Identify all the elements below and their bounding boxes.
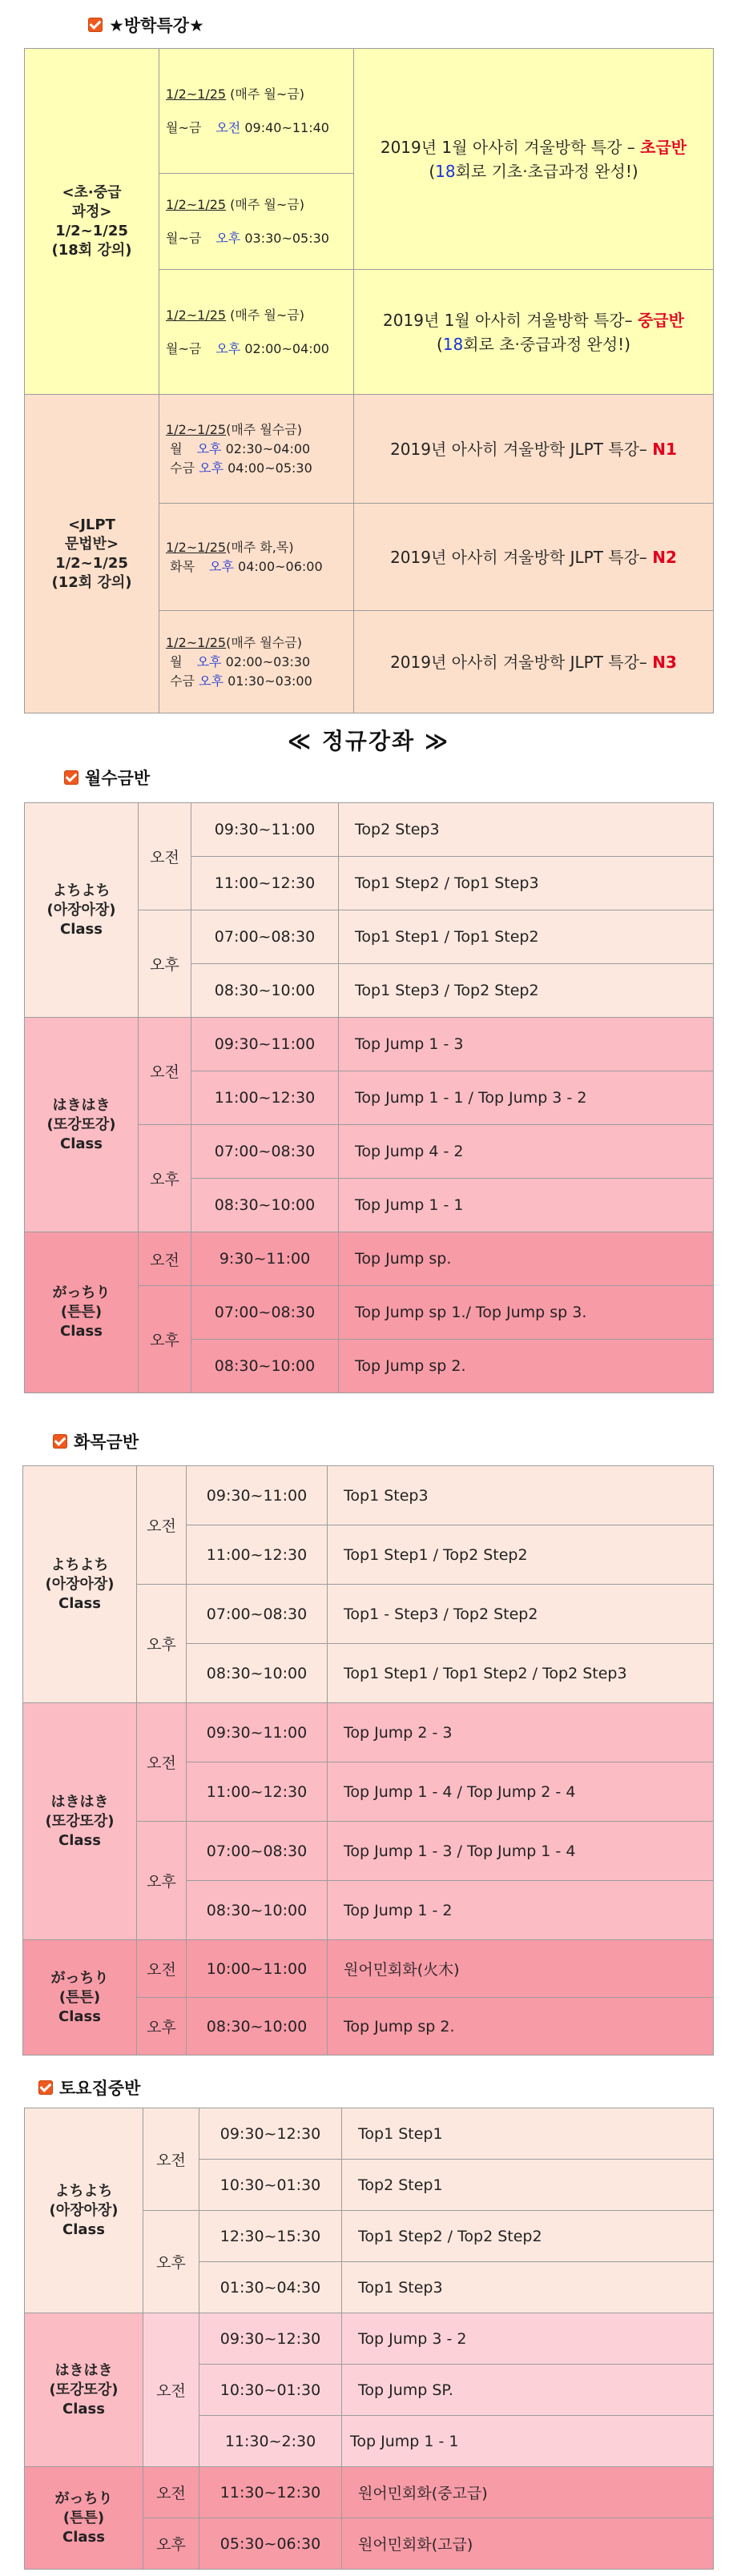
- time-cell: 11:00~12:30: [191, 1071, 339, 1125]
- class-cell: はきはき (또강또강) Class: [25, 1018, 139, 1232]
- course-cell: Top Jump 4 - 2: [339, 1125, 714, 1179]
- sat-heading-text: 토요집중반: [59, 2079, 141, 2098]
- time-cell: 10:30~01:30: [199, 2365, 342, 2416]
- course-cell: Top1 Step3: [328, 1466, 714, 1525]
- class-cell: はきはき (또강또강) Class: [25, 2313, 143, 2467]
- course-cell: Top Jump 1 - 1 / Top Jump 3 - 2: [339, 1071, 714, 1125]
- regular-courses-title: ≪ 정규강좌 ≫: [287, 728, 450, 754]
- course-cell: Top1 Step1 / Top1 Step2: [339, 910, 714, 964]
- time-cell: 08:30~10:00: [191, 1179, 339, 1232]
- course-cell: Top2 Step1: [342, 2160, 714, 2211]
- class-cell: がっちり (튼튼) Class: [25, 2467, 143, 2570]
- mwf-heading: [64, 766, 150, 790]
- course-cell: Top Jump 1 - 1: [342, 2416, 714, 2467]
- special-desc-cell: 2019년 1월 아사히 겨울방학 특강 – 초급반 (18회로 기초·초급과정 완성!): [354, 49, 714, 270]
- session-cell: 1/2~1/25 (매주 월~금) 월~금 오후 02:00~04:00: [159, 270, 354, 395]
- time-cell: 09:30~12:30: [199, 2108, 342, 2160]
- time-cell: 08:30~10:00: [187, 1881, 328, 1940]
- pm-cell: 오후: [139, 1286, 191, 1393]
- time-cell: 07:00~08:30: [191, 1286, 339, 1340]
- course-cell: Top1 Step3 / Top2 Step2: [339, 964, 714, 1018]
- special-desc-cell: 2019년 1월 아사히 겨울방학 특강– 중급반 (18회로 초·중급과정 완성!): [354, 270, 714, 395]
- time-cell: 11:30~2:30: [199, 2416, 342, 2467]
- session-cell: 1/2~1/25(매주 월수금) 월 오후 02:00~03:30 수금 오후 01:30~03:00: [159, 611, 354, 713]
- course-cell: Top Jump sp 2.: [328, 1998, 714, 2056]
- pm-cell: 오후: [139, 1125, 191, 1232]
- tt-heading: [53, 1429, 139, 1453]
- time-cell: 11:30~12:30: [199, 2467, 342, 2518]
- class-cell: よちよち (아장아장) Class: [25, 803, 139, 1018]
- course-cell: Top Jump 1 - 2: [328, 1881, 714, 1940]
- time-cell: 08:30~10:00: [187, 1644, 328, 1703]
- course-cell: 원어민회화(고급): [342, 2518, 714, 2570]
- pm-cell: 오후: [143, 2518, 199, 2570]
- am-cell: 오전: [139, 1018, 191, 1125]
- mwf-heading-text: 월수금반: [85, 769, 151, 788]
- course-cell: Top Jump sp 1./ Top Jump sp 3.: [339, 1286, 714, 1340]
- time-cell: 07:00~08:30: [191, 910, 339, 964]
- special-heading: [88, 13, 204, 37]
- jlpt-desc-cell: 2019년 아사히 겨울방학 JLPT 특강– N1: [354, 395, 714, 504]
- course-cell: Top1 Step3: [342, 2262, 714, 2313]
- course-cell: Top Jump 2 - 3: [328, 1703, 714, 1762]
- time-cell: 09:30~11:00: [187, 1466, 328, 1525]
- course-cell: Top Jump sp 2.: [339, 1340, 714, 1393]
- time-cell: 08:30~10:00: [191, 1340, 339, 1393]
- special-class-cell: <초·중급 과정> 1/2~1/25 (18회 강의): [25, 49, 159, 395]
- session-cell: 1/2~1/25(매주 월수금) 월 오후 02:30~04:00 수금 오후 04:00~05:30: [159, 395, 354, 504]
- session-cell: 1/2~1/25 (매주 월~금) 월~금 오후 03:30~05:30: [159, 174, 354, 270]
- pm-cell: 오후: [143, 2211, 199, 2313]
- tt-heading-text: 화목금반: [74, 1433, 139, 1452]
- tt-table: [22, 1465, 714, 2056]
- checkbox-icon: [88, 18, 103, 32]
- sat-heading: [38, 2076, 140, 2100]
- time-cell: 09:30~11:00: [187, 1703, 328, 1762]
- course-cell: Top Jump 1 - 1: [339, 1179, 714, 1232]
- course-cell: Top Jump 1 - 4 / Top Jump 2 - 4: [328, 1762, 714, 1822]
- course-cell: Top1 Step1 / Top1 Step2 / Top2 Step3: [328, 1644, 714, 1703]
- time-cell: 08:30~10:00: [187, 1998, 328, 2056]
- course-cell: Top1 - Step3 / Top2 Step2: [328, 1585, 714, 1644]
- time-cell: 08:30~10:00: [191, 964, 339, 1018]
- course-cell: 원어민회화(중고급): [342, 2467, 714, 2518]
- time-cell: 09:30~11:00: [191, 1018, 339, 1071]
- special-heading-text: ★방학특강★: [109, 16, 204, 35]
- time-cell: 09:30~11:00: [191, 803, 339, 857]
- am-cell: 오전: [137, 1940, 187, 1998]
- jlpt-desc-cell: 2019년 아사히 겨울방학 JLPT 특강– N2: [354, 504, 714, 611]
- course-cell: Top1 Step1: [342, 2108, 714, 2160]
- pm-cell: 오후: [137, 1998, 187, 2056]
- time-cell: 05:30~06:30: [199, 2518, 342, 2570]
- time-cell: 10:00~11:00: [187, 1940, 328, 1998]
- pm-cell: 오후: [139, 910, 191, 1018]
- time-cell: 07:00~08:30: [191, 1125, 339, 1179]
- course-cell: Top Jump 3 - 2: [342, 2313, 714, 2365]
- course-cell: 원어민회화(火木): [328, 1940, 714, 1998]
- course-cell: Top1 Step1 / Top2 Step2: [328, 1525, 714, 1585]
- class-cell: がっちり (튼튼) Class: [25, 1232, 139, 1393]
- mwf-table: [24, 802, 714, 1393]
- course-cell: Top1 Step2 / Top1 Step3: [339, 857, 714, 910]
- checkbox-icon: [53, 1434, 67, 1449]
- am-cell: 오전: [137, 1466, 187, 1585]
- am-cell: 오전: [143, 2313, 199, 2467]
- time-cell: 09:30~12:30: [199, 2313, 342, 2365]
- am-cell: 오전: [143, 2108, 199, 2211]
- am-cell: 오전: [139, 1232, 191, 1286]
- jlpt-class-cell: <JLPT 문법반> 1/2~1/25 (12회 강의): [25, 395, 159, 713]
- jlpt-desc-cell: 2019년 아사히 겨울방학 JLPT 특강– N3: [354, 611, 714, 713]
- course-cell: Top Jump SP.: [342, 2365, 714, 2416]
- course-cell: Top1 Step2 / Top2 Step2: [342, 2211, 714, 2262]
- time-cell: 11:00~12:30: [187, 1762, 328, 1822]
- class-cell: よちよち (아장아장) Class: [23, 1466, 137, 1703]
- time-cell: 01:30~04:30: [199, 2262, 342, 2313]
- pm-cell: 오후: [137, 1822, 187, 1940]
- am-cell: 오전: [139, 803, 191, 910]
- pm-cell: 오후: [137, 1585, 187, 1703]
- am-cell: 오전: [137, 1703, 187, 1822]
- am-cell: 오전: [143, 2467, 199, 2518]
- checkbox-icon: [64, 770, 79, 785]
- course-cell: Top2 Step3: [339, 803, 714, 857]
- special-table: [24, 48, 714, 713]
- time-cell: 11:00~12:30: [187, 1525, 328, 1585]
- class-cell: がっちり (튼튼) Class: [23, 1940, 137, 2056]
- time-cell: 11:00~12:30: [191, 857, 339, 910]
- time-cell: 10:30~01:30: [199, 2160, 342, 2211]
- checkbox-icon: [38, 2080, 53, 2095]
- time-cell: 9:30~11:00: [191, 1232, 339, 1286]
- time-cell: 12:30~15:30: [199, 2211, 342, 2262]
- session-cell: 1/2~1/25 (매주 월~금) 월~금 오전 09:40~11:40: [159, 49, 354, 174]
- course-cell: Top Jump 1 - 3 / Top Jump 1 - 4: [328, 1822, 714, 1881]
- session-cell: 1/2~1/25(매주 화,목) 화목 오후 04:00~06:00: [159, 504, 354, 611]
- sat-table: [24, 2108, 714, 2570]
- course-cell: Top Jump sp.: [339, 1232, 714, 1286]
- time-cell: 07:00~08:30: [187, 1822, 328, 1881]
- time-cell: 07:00~08:30: [187, 1585, 328, 1644]
- course-cell: Top Jump 1 - 3: [339, 1018, 714, 1071]
- class-cell: はきはき (또강또강) Class: [23, 1703, 137, 1940]
- class-cell: よちよち (아장아장) Class: [25, 2108, 143, 2313]
